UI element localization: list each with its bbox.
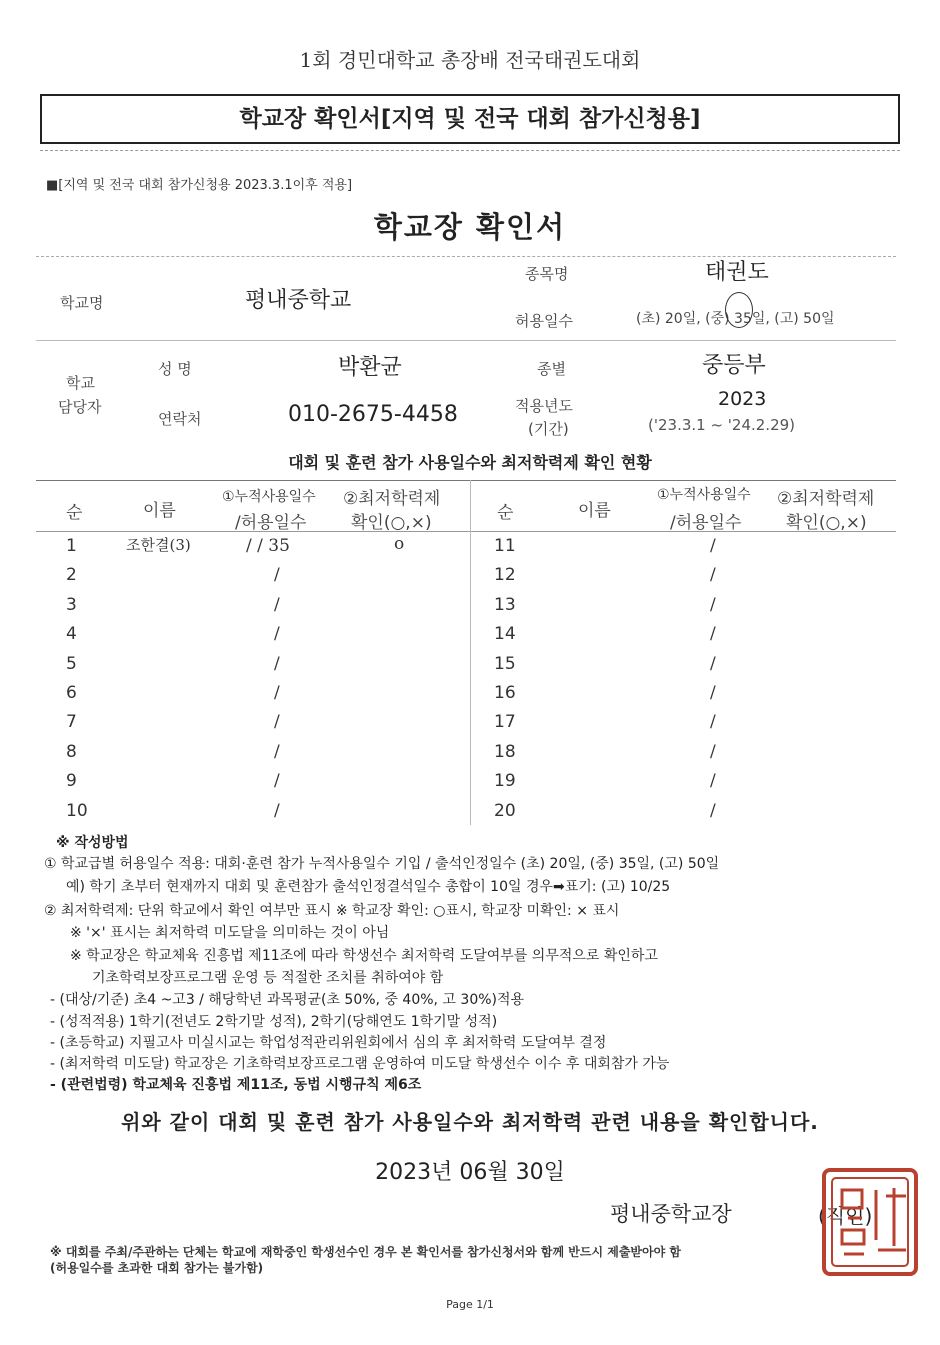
row-name: 조한결(3) [126, 536, 191, 554]
row-number: 11 [494, 536, 516, 556]
row-number: 15 [494, 653, 516, 674]
row-days: / [710, 653, 716, 674]
note-5: - (대상/기준) 초4 ~고3 / 해당학년 과목평균(초 50%, 중 40%, 고 30%)적용 [50, 992, 525, 1008]
note-2: ② 최저학력제: 단위 학교에서 확인 여부만 표시 ※ 학교장 확인: ○표시, 학교장 미확인: × 표시 [44, 903, 620, 919]
col-name: 이름 [143, 501, 176, 521]
name-value: 박환균 [338, 355, 402, 380]
row-days: / [710, 683, 716, 703]
document-title: 학교장 확인서 [373, 210, 567, 244]
contact-value: 010-2675-4458 [288, 402, 458, 427]
row-days: / [274, 741, 280, 762]
row-number: 9 [66, 771, 77, 792]
row-number: 19 [494, 771, 516, 792]
event-value: 태권도 [705, 260, 769, 285]
divider [40, 150, 900, 151]
category-label: 종별 [537, 360, 566, 378]
row-number: 6 [66, 683, 77, 703]
note-4a: ※ 학교장은 학교체육 진흥법 제11조에 따라 학생선수 최저학력 도달여부를 의무적으로 확인하고 [70, 948, 658, 964]
col-days: ①누적사용일수 [222, 489, 316, 505]
row-number: 5 [66, 653, 77, 674]
footnote: ※ 대회를 주최/주관하는 단체는 학교에 재학중인 학생선수인 경우 본 확인서를 참가신청서와 함께 반드시 제출받아야 함 [50, 1245, 681, 1259]
row-days: / [274, 594, 280, 615]
table-subtitle: 대회 및 훈련 참가 사용일수와 최저학력제 확인 현황 [288, 453, 652, 472]
row-days: / [710, 712, 716, 733]
row-number: 16 [494, 683, 516, 703]
row-number: 13 [494, 594, 516, 615]
note-4b: 기초학력보장프로그램 운영 등 적절한 조치를 취하여야 함 [92, 970, 444, 986]
name-label: 성 명 [158, 360, 192, 378]
contact-label: 연락처 [158, 410, 202, 428]
row-number: 20 [494, 800, 516, 821]
col-name: 이름 [578, 501, 611, 521]
row-number: 18 [494, 741, 516, 762]
row-check: o [394, 534, 405, 554]
row-days: / [274, 712, 280, 733]
row-number: 2 [66, 565, 77, 586]
row-days: / [710, 624, 716, 645]
year-value: 2023 [718, 388, 767, 410]
school-value: 평내중학교 [245, 288, 352, 313]
row-number: 8 [66, 741, 77, 762]
note-9: - (관련법령) 학교체육 진흥법 제11조, 동법 시행규칙 제6조 [50, 1077, 422, 1093]
row-days: / [274, 771, 280, 792]
note-8: - (최저학력 미도달) 학교장은 기초학력보장프로그램 운영하여 미도달 학생선수 이수 후 대회참가 가능 [50, 1056, 670, 1072]
col-min: ②최저학력제 [777, 489, 875, 509]
col-no: 순 [66, 503, 83, 523]
confirmation-statement: 위와 같이 대회 및 훈련 참가 사용일수와 최저학력 관련 내용을 확인합니다. [121, 1110, 819, 1134]
row-number: 1 [66, 536, 77, 556]
note-6: - (성적적용) 1학기(전년도 2학기말 성적), 2학기(당해연도 1학기말 성적) [50, 1014, 498, 1030]
official-seal-icon [820, 1166, 920, 1278]
row-days: / [274, 683, 280, 703]
row-number: 14 [494, 624, 516, 645]
section-note: ■[지역 및 전국 대회 참가신청용 2023.3.1이후 적용] [46, 178, 353, 193]
circle-mark-icon [725, 292, 753, 328]
row-days: / [274, 565, 280, 586]
row-days: / [274, 624, 280, 645]
row-number: 3 [66, 594, 77, 615]
row-days: / [710, 594, 716, 615]
notes-heading: ※ 작성방법 [56, 835, 129, 851]
row-days: / [274, 653, 280, 674]
row-number: 10 [66, 800, 88, 821]
row-days: / [710, 800, 716, 821]
row-days: / [710, 741, 716, 762]
row-days: / [710, 536, 716, 556]
row-number: 7 [66, 712, 77, 733]
row-days: / [274, 800, 280, 821]
year-period: ('23.3.1 ~ '24.2.29) [648, 416, 796, 434]
note-1a: ① 학교급별 허용일수 적용: 대회·훈련 참가 누적사용일수 기입 / 출석인정일수 (초) 20일, (중) 35일, (고) 50일 [44, 856, 720, 872]
note-1b: 예) 학기 초부터 현재까지 대회 및 훈련참가 출석인정결석일수 총합이 10일 경우➡표기: (고) 10/25 [66, 879, 671, 895]
note-3: ※ '×' 표시는 최저학력 미도달을 의미하는 것이 아님 [70, 925, 390, 941]
col-min: ②최저학력제 [343, 489, 441, 509]
row-number: 17 [494, 712, 516, 733]
principal-name: 평내중학교장 [610, 1202, 732, 1226]
seal-label: (직인) [818, 1204, 873, 1228]
year-label: 적용년도 [515, 397, 573, 415]
row-days: / / 35 [246, 536, 290, 556]
event-title: 1회 경민대학교 총장배 전국태권도대회 [299, 48, 641, 72]
note-7: - (초등학교) 지필고사 미실시교는 학업성적관리위원회에서 심의 후 최저학력 도달여부 결정 [50, 1035, 607, 1051]
allowed-days-value: (초) 20일, (중) 35일, (고) 50일 [636, 311, 835, 327]
col-no: 순 [497, 503, 514, 523]
row-days: / [710, 565, 716, 586]
event-label: 종목명 [525, 265, 569, 283]
allowed-days-label: 허용일수 [515, 312, 573, 330]
manager-label: 학교 [66, 374, 95, 392]
row-number: 12 [494, 565, 516, 586]
page-number: Page 1/1 [446, 1298, 494, 1311]
col-days: ①누적사용일수 [657, 487, 751, 503]
issue-date: 2023년 06월 30일 [375, 1160, 565, 1185]
school-label: 학교명 [60, 294, 104, 312]
row-number: 4 [66, 624, 77, 645]
form-title-box: 학교장 확인서[지역 및 전국 대회 참가신청용] [40, 94, 900, 144]
table-divider [470, 480, 471, 825]
row-days: / [710, 771, 716, 792]
category-value: 중등부 [702, 353, 766, 378]
